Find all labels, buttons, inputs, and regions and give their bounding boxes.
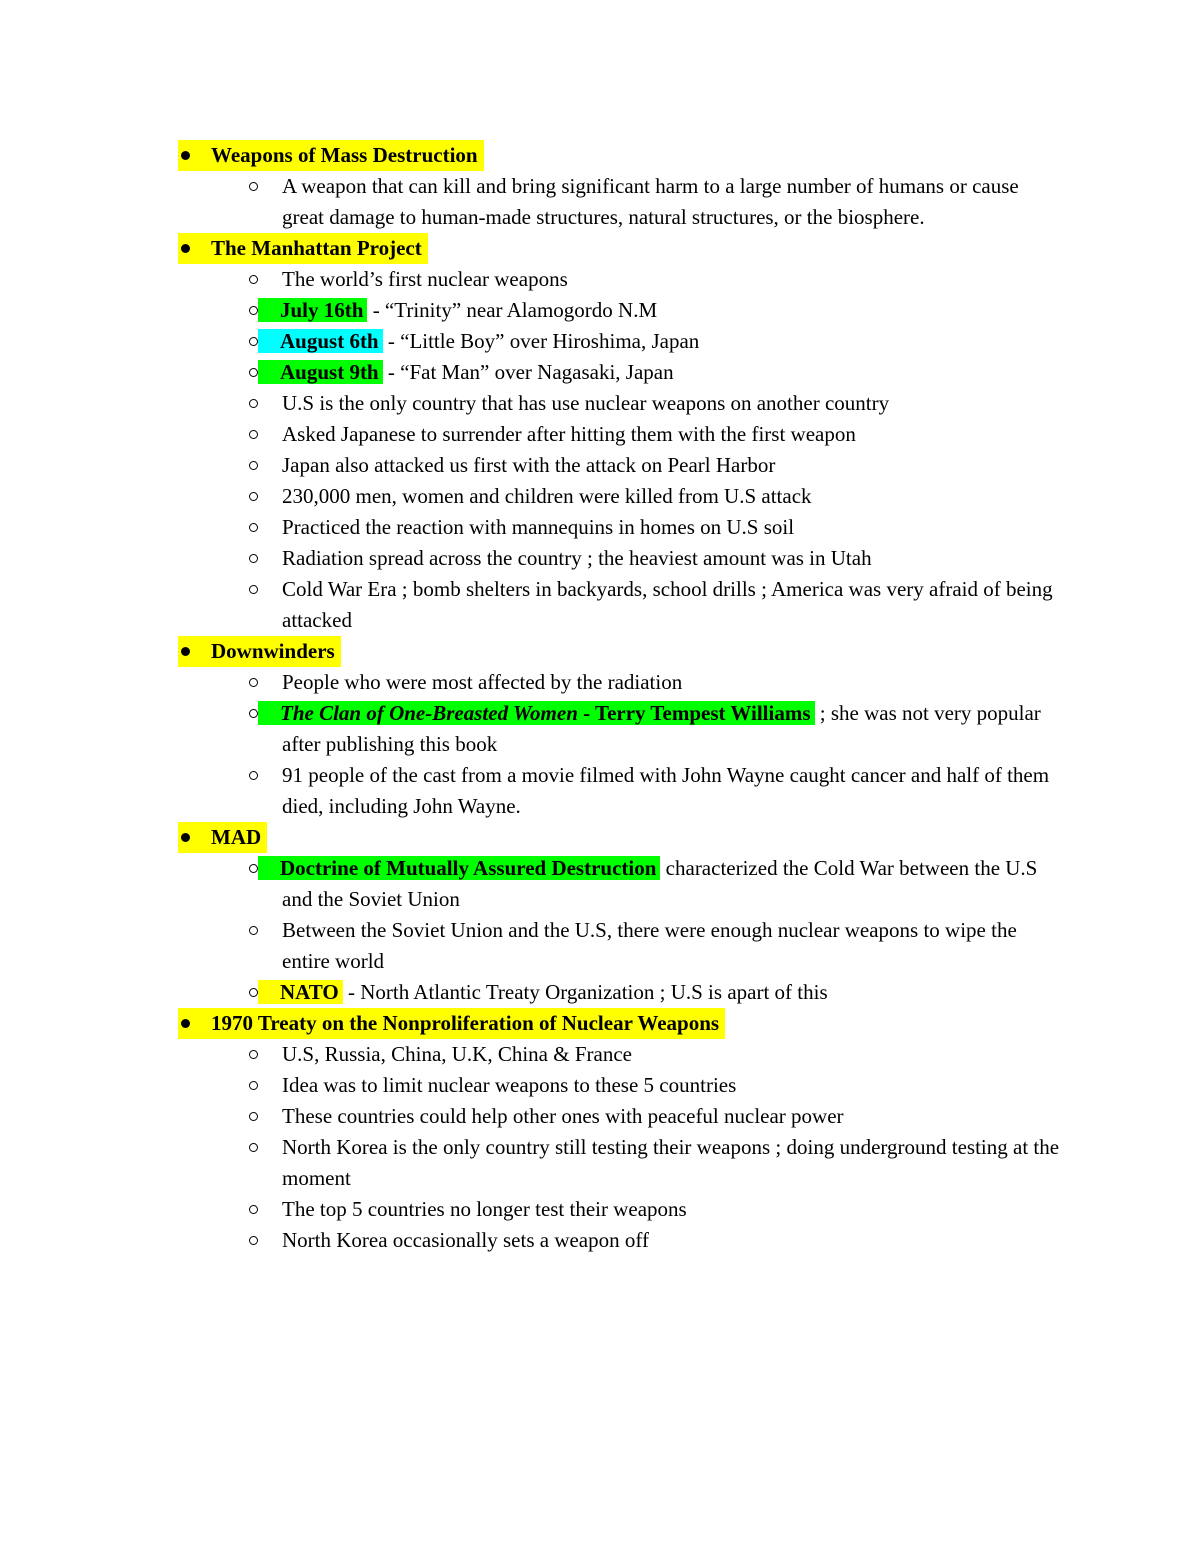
sub-bullet-item [0,1225,1200,1256]
sub-bullet-item [0,419,1200,450]
note-text: The world’s first nuclear weapons [282,267,568,291]
note-text: 91 people of the cast from a movie filmed with John Wayne caught cancer and half of them died, including John Wayne. [282,763,1050,818]
topic-heading [0,636,1200,667]
hollow-circle-bullet-icon [249,1050,258,1059]
sub-bullet-item [0,450,1200,481]
sub-bullet-item [0,171,1200,233]
sub-bullet-item [0,481,1200,512]
sub-bullet-item [0,1101,1200,1132]
hollow-circle-bullet-icon [249,926,258,935]
note-text: Radiation spread across the country ; the heaviest amount was in Utah [282,546,872,570]
note-text: Asked Japanese to surrender after hitting them with the first weapon [282,422,856,446]
sub-bullet-item [0,977,1200,1008]
highlighted-text: - Terry Tempest Williams [577,701,811,725]
book-title: The Clan of One-Breasted Women [280,701,578,725]
hollow-circle-bullet-icon [249,461,258,470]
hollow-circle-bullet-icon [249,554,258,563]
hollow-circle-bullet-icon [249,678,258,687]
bullet-dot-icon [178,636,209,667]
sub-bullet-item [0,388,1200,419]
sub-bullet-item [0,264,1200,295]
note-text: The top 5 countries no longer test their weapons [282,1197,687,1221]
hollow-circle-bullet-icon [249,864,258,873]
sub-bullet-item [0,512,1200,543]
highlighted-term [258,298,367,322]
topic-heading [0,140,1200,171]
hollow-circle-bullet-icon [249,306,258,315]
highlighted-term [258,360,383,384]
hollow-circle-bullet-icon [249,337,258,346]
sub-bullet-item [0,295,1200,326]
hollow-circle-bullet-icon [249,585,258,594]
bullet-dot-icon [178,233,209,264]
hollow-circle-bullet-icon [249,1205,258,1214]
highlighted-term [258,701,815,725]
topic-heading [0,822,1200,853]
bullet-dot-icon [178,822,209,853]
hollow-circle-bullet-icon [249,368,258,377]
bullet-dot-icon [178,1008,209,1039]
highlighted-term [258,856,660,880]
highlighted-text: NATO [280,980,339,1004]
topic-heading [0,1008,1200,1039]
hollow-circle-bullet-icon [249,182,258,191]
hollow-circle-bullet-icon [249,430,258,439]
note-text: North Korea is the only country still testing their weapons ; doing underground testing at the moment [282,1135,1060,1190]
bullet-dot-icon [178,140,209,171]
topic-heading [0,233,1200,264]
sub-bullet-item [0,760,1200,822]
highlighted-text: July 16th [280,298,364,322]
topic-title: 1970 Treaty on the Nonproliferation of Nuclear Weapons [178,1008,725,1039]
hollow-circle-bullet-icon [249,1143,258,1152]
sub-bullet-item [0,853,1200,915]
sub-bullet-item [0,1039,1200,1070]
note-text: U.S is the only country that has use nuclear weapons on another country [282,391,890,415]
highlighted-text: Doctrine of Mutually Assured Destruction [280,856,657,880]
sub-bullet-item [0,915,1200,977]
note-text: ; she was not very popular after publishing this book [282,701,1041,756]
hollow-circle-bullet-icon [249,771,258,780]
sub-bullet-item [0,1194,1200,1225]
sub-bullet-item [0,326,1200,357]
hollow-circle-bullet-icon [249,1112,258,1121]
hollow-circle-bullet-icon [249,1236,258,1245]
note-text: North Korea occasionally sets a weapon off [282,1228,649,1252]
hollow-circle-bullet-icon [249,988,258,997]
topic-title: MAD [178,822,267,853]
hollow-circle-bullet-icon [249,275,258,284]
note-text: A weapon that can kill and bring significant harm to a large number of humans or cause great damage to human-made structures, natural structures, or the biosphere. [282,174,1019,229]
note-text: Cold War Era ; bomb shelters in backyards, school drills ; America was very afraid of being attacked [282,577,1053,632]
highlighted-text: August 9th [280,360,379,384]
topic-title: The Manhattan Project [178,233,428,264]
hollow-circle-bullet-icon [249,399,258,408]
hollow-circle-bullet-icon [249,1081,258,1090]
note-text: These countries could help other ones with peaceful nuclear power [282,1104,844,1128]
hollow-circle-bullet-icon [249,523,258,532]
note-text: - North Atlantic Treaty Organization ; U.S is apart of this [342,980,828,1004]
sub-bullet-item [0,1132,1200,1194]
note-text: Practiced the reaction with mannequins in homes on U.S soil [282,515,795,539]
note-text: - “Fat Man” over Nagasaki, Japan [382,360,674,384]
sub-bullet-item [0,357,1200,388]
note-text: U.S, Russia, China, U.K, China & France [282,1042,632,1066]
hollow-circle-bullet-icon [249,492,258,501]
highlighted-term [258,329,383,353]
note-text: 230,000 men, women and children were killed from U.S attack [282,484,812,508]
sub-bullet-item [0,698,1200,760]
topic-title: Weapons of Mass Destruction [178,140,484,171]
note-text: People who were most affected by the radiation [282,670,683,694]
topic-title: Downwinders [178,636,341,667]
note-text: - “Trinity” near Alamogordo N.M [367,298,658,322]
sub-bullet-item [0,574,1200,636]
highlighted-text: August 6th [280,329,379,353]
note-text: - “Little Boy” over Hiroshima, Japan [382,329,700,353]
sub-bullet-item [0,667,1200,698]
note-text: characterized the Cold War between the U.S and the Soviet Union [282,856,1038,911]
note-text: Japan also attacked us first with the attack on Pearl Harbor [282,453,776,477]
hollow-circle-bullet-icon [249,709,258,718]
note-text: Between the Soviet Union and the U.S, there were enough nuclear weapons to wipe the entire world [282,918,1017,973]
sub-bullet-item [0,543,1200,574]
note-text: Idea was to limit nuclear weapons to these 5 countries [282,1073,737,1097]
highlighted-term [258,980,343,1004]
notes-outline [0,140,1200,1256]
sub-bullet-item [0,1070,1200,1101]
